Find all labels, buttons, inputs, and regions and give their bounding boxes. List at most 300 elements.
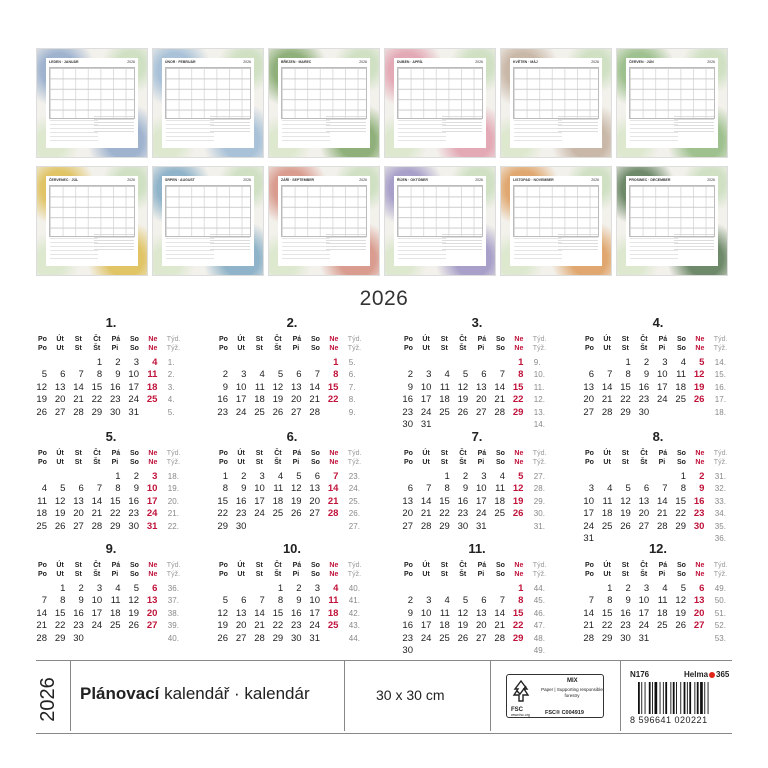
day-cell: 5 (60, 483, 66, 495)
day-header-sk: Po (585, 345, 594, 352)
day-header-sk: So (130, 459, 139, 466)
day-cell: 11 (147, 369, 158, 381)
day-cell: 17 (657, 381, 668, 393)
barcode-bar (708, 682, 709, 714)
day-header-cz: Ne (695, 562, 705, 569)
week-number: 14. (714, 358, 726, 367)
month-thumbnail (152, 48, 264, 158)
day-cell: 13 (54, 381, 66, 393)
thumbnail-grid (397, 185, 483, 237)
day-cell: 11 (110, 595, 121, 607)
thumbnail-page (394, 58, 486, 148)
day-cell: 19 (217, 620, 228, 632)
week-number: 43. (348, 621, 360, 631)
day-cell: 17 (254, 495, 265, 507)
footer-year-text: 2026 (36, 677, 59, 722)
day-cell: 6 (481, 595, 487, 607)
day-header-sk: Ne (695, 571, 705, 578)
day-cell: 27 (476, 406, 487, 418)
day-cell: 4 (499, 471, 505, 482)
day-cell: 22 (601, 620, 613, 632)
week-number: 42. (348, 608, 360, 618)
thumbnail-mini-calendar (94, 234, 134, 252)
day-header-sk: Ne (329, 345, 339, 352)
thumbnail-page (278, 176, 370, 266)
day-cell: 13 (291, 381, 302, 393)
week-number: 22. (167, 521, 179, 531)
day-cell: 26 (512, 508, 524, 520)
day-header-cz: Ne (148, 336, 158, 343)
day-header-sk: Št (274, 571, 282, 578)
month-thumbnail (384, 48, 496, 158)
day-header-sk: Št (93, 459, 101, 466)
week-number: 51. (714, 608, 726, 618)
day-header-cz: Pá (292, 450, 302, 457)
day-cell: 29 (54, 632, 66, 644)
day-header-cz: St (621, 450, 629, 457)
day-cell: 8 (607, 595, 613, 607)
thumbnail-year: 2026 (707, 60, 715, 64)
day-header-cz: Čt (274, 562, 282, 569)
day-cell: 22 (54, 620, 66, 632)
day-header-sk: Týž. (532, 571, 547, 578)
day-header-cz: Po (38, 336, 47, 343)
day-header-cz: Čt (459, 336, 467, 343)
day-header-sk: Týž. (347, 459, 362, 466)
barcode (636, 682, 724, 714)
thumbnail-row (36, 166, 732, 276)
day-cell: 3 (662, 357, 668, 368)
day-header-cz: St (74, 336, 82, 343)
day-header-cz: So (496, 336, 505, 343)
week-number: 28. (533, 484, 545, 494)
day-header-sk: Ne (329, 571, 339, 578)
day-cell: 10 (254, 483, 265, 495)
day-cell: 20 (476, 394, 487, 406)
day-cell: 12 (54, 495, 66, 507)
week-number: 53. (714, 633, 726, 643)
day-cell: 28 (309, 406, 320, 418)
day-cell: 20 (235, 620, 247, 632)
thumbnail-year: 2026 (591, 60, 599, 64)
day-cell: 26 (128, 620, 139, 632)
day-cell: 20 (146, 607, 158, 619)
day-cell: 26 (457, 406, 469, 418)
day-cell: 2 (407, 595, 413, 607)
day-header-cz: So (130, 562, 139, 569)
day-cell: 16 (402, 394, 413, 406)
month-number: 5. (105, 429, 117, 444)
thumbnail-notes (282, 120, 330, 142)
day-cell: 16 (402, 620, 413, 632)
day-cell: 5 (680, 583, 686, 594)
week-number: 30. (533, 509, 545, 519)
barcode-bar (638, 682, 640, 714)
day-cell: 7 (499, 369, 505, 381)
week-number: 26. (348, 509, 360, 519)
week-number: 1. (167, 358, 175, 367)
day-cell: 3 (588, 483, 594, 495)
day-header-cz: Út (603, 336, 611, 343)
day-header-cz: Pá (111, 562, 121, 569)
barcode-bar (655, 682, 658, 714)
day-cell: 28 (494, 632, 505, 644)
day-header-cz: Út (237, 336, 245, 343)
fsc-logo (506, 674, 604, 718)
thumbnail-year: 2026 (359, 178, 367, 182)
month-number: 6. (286, 429, 298, 444)
week-number: 47. (533, 621, 545, 631)
day-header-sk: Ut (237, 459, 245, 466)
thumbnail-row (36, 48, 732, 158)
month-number: 4. (652, 315, 664, 330)
day-cell: 23 (402, 632, 413, 644)
day-cell: 25 (327, 620, 339, 632)
day-cell: 17 (420, 394, 432, 406)
day-cell: 26 (291, 508, 302, 520)
day-header-cz: Pá (477, 450, 487, 457)
day-cell: 20 (638, 508, 650, 520)
barcode-bar (676, 682, 677, 714)
day-header-sk: Pi (658, 459, 666, 466)
day-header-sk: Pi (292, 459, 300, 466)
week-number: 35. (714, 521, 726, 531)
day-cell: 30 (110, 406, 121, 418)
month-number: 10. (282, 541, 302, 556)
day-header-cz: Út (237, 450, 245, 457)
day-cell: 31 (128, 406, 139, 418)
month-thumbnail (36, 166, 148, 276)
week-number: 15. (714, 370, 726, 380)
brand-dot-icon (709, 672, 715, 678)
day-header-sk: Št (459, 459, 467, 466)
week-number: 11. (533, 382, 545, 392)
day-header-cz: So (496, 562, 505, 569)
day-cell: 7 (314, 369, 320, 381)
fsc-url: www.fsc.org (511, 713, 530, 717)
day-header-cz: Čt (93, 336, 101, 343)
day-header-sk: So (130, 571, 139, 578)
week-number: 24. (348, 484, 360, 494)
day-cell: 8 (115, 483, 121, 495)
thumbnail-notes (398, 238, 446, 260)
week-number: 34. (714, 509, 726, 519)
day-header-sk: Týž. (166, 345, 181, 352)
day-header-sk: Pi (111, 345, 119, 352)
day-header-sk: Po (38, 345, 47, 352)
day-cell: 24 (420, 632, 432, 644)
day-cell: 22 (512, 620, 524, 632)
day-cell: 19 (128, 607, 139, 619)
day-cell: 1 (607, 583, 613, 594)
day-cell: 2 (296, 583, 302, 594)
day-cell: 14 (583, 607, 594, 619)
day-cell: 13 (146, 595, 158, 607)
day-cell: 14 (657, 495, 668, 507)
day-header-sk: So (496, 571, 505, 578)
thumbnail-mini-calendar (558, 234, 598, 252)
day-cell: 13 (235, 607, 247, 619)
day-cell: 4 (680, 357, 686, 368)
day-cell: 30 (128, 520, 139, 532)
day-cell: 25 (146, 394, 158, 406)
product-title-rest: kalendář · kalendár (159, 684, 310, 703)
divider (344, 661, 345, 731)
day-cell: 19 (272, 394, 284, 406)
day-cell: 15 (327, 381, 339, 393)
day-cell: 4 (444, 369, 450, 381)
day-cell: 19 (291, 495, 302, 507)
day-cell: 20 (309, 495, 320, 507)
day-cell: 27 (583, 406, 594, 418)
week-number: 9. (348, 407, 356, 417)
day-cell: 24 (146, 508, 158, 520)
barcode-bar (645, 682, 646, 714)
day-cell: 11 (328, 595, 339, 607)
day-header-cz: Po (585, 336, 594, 343)
day-cell: 9 (241, 483, 247, 495)
day-cell: 23 (638, 394, 650, 406)
day-cell: 24 (638, 620, 650, 632)
day-cell: 2 (115, 357, 121, 368)
day-header-sk: Ne (695, 345, 705, 352)
day-cell: 24 (657, 394, 668, 406)
day-header-cz: Pá (111, 336, 121, 343)
day-cell: 29 (110, 520, 121, 532)
week-number: 38. (167, 608, 179, 618)
day-header-cz: So (130, 450, 139, 457)
day-cell: 28 (601, 406, 613, 418)
week-number: 41. (348, 596, 360, 606)
day-cell: 19 (693, 381, 705, 393)
week-number: 49. (714, 584, 726, 593)
day-header-cz: So (677, 336, 686, 343)
day-cell: 11 (254, 381, 265, 393)
day-header-cz: Čt (640, 562, 648, 569)
day-header-cz: So (496, 450, 505, 457)
week-number: 5. (167, 407, 175, 417)
day-cell: 28 (420, 520, 432, 532)
week-number: 3. (167, 382, 175, 392)
day-cell: 31 (146, 520, 158, 532)
day-cell: 16 (217, 394, 228, 406)
day-cell: 16 (128, 495, 139, 507)
day-cell: 6 (481, 369, 487, 381)
thumbnail-mini-calendar (558, 116, 598, 134)
day-cell: 20 (583, 394, 594, 406)
day-cell: 16 (638, 381, 650, 393)
thumbnail-grid (49, 185, 135, 237)
day-cell: 24 (254, 508, 265, 520)
day-cell: 12 (128, 595, 139, 607)
day-cell: 21 (91, 508, 103, 520)
day-cell: 23 (128, 508, 139, 520)
day-cell: 23 (217, 406, 228, 418)
thumbnail-month-name: LEDEN · JANUÁR (49, 60, 79, 64)
thumbnail-mini-calendar (326, 116, 366, 134)
day-cell: 1 (96, 357, 103, 368)
month-thumbnail (152, 166, 264, 276)
day-header-cz: Ne (329, 450, 339, 457)
day-cell: 12 (620, 495, 631, 507)
day-cell: 5 (41, 369, 47, 381)
day-cell: 17 (235, 394, 247, 406)
day-cell: 15 (675, 495, 686, 507)
day-cell: 11 (37, 495, 47, 507)
week-number: 8. (348, 395, 356, 405)
day-cell: 14 (73, 381, 84, 393)
day-cell: 23 (693, 508, 705, 520)
day-cell: 3 (643, 583, 650, 594)
week-number: 46. (533, 608, 545, 618)
month-number: 12. (648, 541, 668, 556)
day-cell: 13 (638, 495, 650, 507)
day-cell: 8 (60, 595, 66, 607)
product-title (80, 684, 310, 704)
day-header-cz: Týd. (347, 562, 362, 569)
thumbnail-year: 2026 (243, 60, 251, 64)
day-header-sk: So (677, 571, 686, 578)
day-header-cz: Po (38, 562, 47, 569)
day-cell: 9 (699, 483, 705, 495)
day-cell: 15 (217, 495, 228, 507)
day-cell: 21 (309, 394, 320, 406)
thumbnail-notes (630, 120, 678, 142)
day-header-sk: Ne (514, 345, 524, 352)
day-header-sk: St (440, 459, 448, 466)
day-header-cz: St (255, 336, 263, 343)
day-cell: 17 (583, 508, 594, 520)
day-cell: 14 (91, 495, 103, 507)
day-cell: 16 (693, 495, 705, 507)
day-cell: 25 (36, 520, 47, 532)
day-header-sk: So (677, 345, 686, 352)
day-cell: 18 (272, 495, 284, 507)
day-header-sk: So (311, 345, 320, 352)
day-cell: 14 (36, 607, 47, 619)
day-cell: 4 (607, 483, 613, 495)
day-cell: 4 (259, 369, 265, 381)
day-cell: 18 (494, 495, 505, 507)
day-header-cz: So (311, 562, 320, 569)
day-cell: 28 (494, 406, 505, 418)
day-header-cz: So (677, 450, 686, 457)
day-cell: 13 (583, 381, 594, 393)
day-cell: 9 (78, 595, 84, 607)
month-thumbnail (36, 48, 148, 158)
day-header-cz: Pá (477, 336, 487, 343)
day-cell: 14 (309, 381, 320, 393)
day-header-cz: Čt (274, 336, 282, 343)
day-cell: 21 (327, 495, 339, 507)
day-header-sk: Ne (514, 459, 524, 466)
week-number: 27. (533, 472, 545, 481)
week-number: 40. (348, 584, 360, 593)
day-header-cz: St (440, 336, 448, 343)
day-cell: 10 (420, 607, 432, 619)
day-header-sk: Pi (111, 459, 119, 466)
day-cell: 18 (657, 607, 668, 619)
day-cell: 6 (643, 483, 650, 495)
day-cell: 1 (680, 471, 686, 482)
day-cell: 9 (625, 595, 631, 607)
divider (490, 661, 491, 731)
day-header-cz: Týd. (713, 450, 728, 457)
thumbnail-month-name: ČERVEN · JÚN (629, 60, 654, 64)
day-cell: 31 (420, 419, 432, 430)
day-header-cz: So (130, 336, 139, 343)
day-header-sk: Po (404, 571, 413, 578)
day-cell: 23 (110, 394, 121, 406)
day-cell: 2 (699, 471, 705, 482)
day-cell: 2 (78, 583, 84, 594)
day-cell: 16 (291, 607, 302, 619)
day-header-cz: Ne (329, 336, 339, 343)
thumbnail-mini-calendar (442, 116, 482, 134)
day-cell: 1 (60, 583, 66, 594)
day-cell: 29 (217, 520, 228, 532)
day-header-sk: Po (585, 571, 594, 578)
week-number: 10. (533, 370, 545, 380)
day-cell: 15 (620, 381, 631, 393)
day-cell: 23 (73, 620, 84, 632)
day-header-cz: Týd. (532, 336, 547, 343)
day-header-sk: Ut (603, 459, 611, 466)
day-header-cz: Út (422, 336, 430, 343)
day-cell: 7 (588, 595, 594, 607)
thumbnail-page (510, 58, 602, 148)
thumbnail-notes (166, 120, 214, 142)
day-header-cz: Týd. (166, 562, 181, 569)
day-cell: 23 (620, 620, 631, 632)
day-cell: 31 (476, 520, 487, 532)
day-cell: 23 (235, 508, 247, 520)
day-cell: 8 (625, 369, 631, 381)
thumbnail-year: 2026 (707, 178, 715, 182)
product-code: N176 (630, 670, 650, 679)
day-cell: 7 (607, 369, 613, 381)
fsc-mix: MIX (567, 678, 578, 684)
thumbnail-month-name: KVĚTEN · MÁJ (513, 60, 538, 64)
day-cell: 28 (657, 520, 668, 532)
month-number: 1. (105, 315, 117, 330)
day-cell: 10 (638, 595, 650, 607)
day-cell: 28 (91, 520, 103, 532)
day-cell: 13 (402, 495, 413, 507)
day-header-sk: Ne (329, 459, 339, 466)
day-header-cz: Čt (459, 562, 467, 569)
day-cell: 2 (625, 583, 631, 594)
barcode-bar (652, 682, 653, 714)
day-cell: 24 (235, 406, 247, 418)
day-header-sk: Ne (148, 459, 158, 466)
barcode-bar (687, 682, 688, 714)
week-number: 21. (167, 509, 179, 519)
day-header-cz: St (255, 450, 263, 457)
day-cell: 7 (499, 595, 505, 607)
day-header-sk: So (496, 459, 505, 466)
day-header-cz: Po (404, 450, 413, 457)
day-cell: 22 (439, 508, 450, 520)
day-header-cz: Čt (640, 336, 648, 343)
day-cell: 23 (457, 508, 469, 520)
day-header-sk: Ut (56, 571, 64, 578)
day-cell: 8 (96, 369, 103, 381)
day-header-cz: Pá (292, 336, 302, 343)
thumbnail-grid (513, 185, 599, 237)
day-cell: 9 (115, 369, 121, 381)
day-cell: 24 (309, 620, 320, 632)
